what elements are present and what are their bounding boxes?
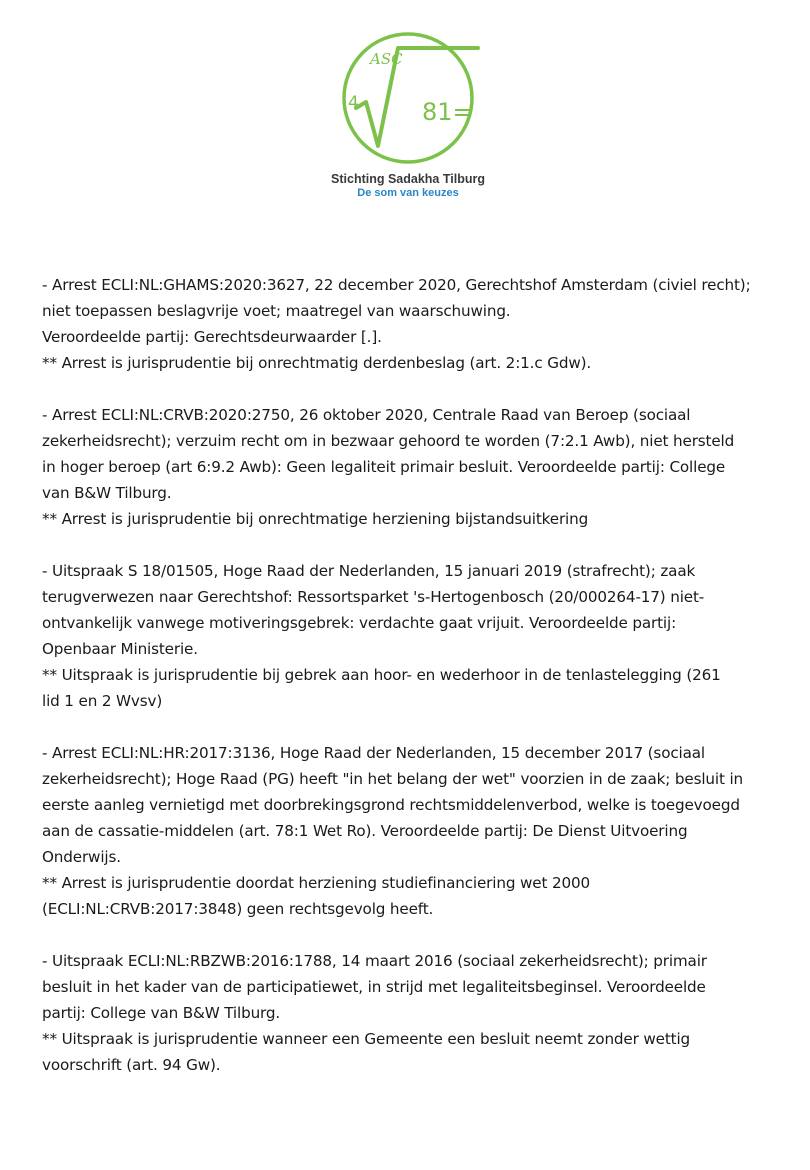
ruling-entry xyxy=(42,558,782,714)
ruling-entry xyxy=(42,272,782,376)
entry-line: voorschrift (art. 94 Gw). xyxy=(42,1056,221,1074)
logo-graphic xyxy=(318,24,498,174)
entry-line: ** Uitspraak is jurisprudentie wanneer een Gemeente een besluit neemt zonder wettig xyxy=(42,1030,691,1048)
entry-line: - Uitspraak S 18/01505, Hoge Raad der Nederlanden, 15 januari 2019 (strafrecht); zaak xyxy=(42,562,696,580)
entry-line: van B&W Tilburg. xyxy=(42,484,172,502)
entry-line: eerste aanleg vernietigd met doorbrekingsgrond rechtsmiddelenverbod, welke is toegevoegd xyxy=(42,796,740,814)
entry-line: terugverwezen naar Gerechtshof: Ressortsparket 's-Hertogenbosch (20/000264-17) niet- xyxy=(42,588,705,606)
entry-line: niet toepassen beslagvrije voet; maatregel van waarschuwing. xyxy=(42,302,511,320)
document-body xyxy=(42,272,782,1104)
logo-index: 4 xyxy=(348,93,359,113)
organization-name: Stichting Sadakha Tilburg xyxy=(331,172,485,186)
entry-line: Openbaar Ministerie. xyxy=(42,640,198,658)
entry-line: zekerheidsrecht); verzuim recht om in bezwaar gehoord te worden (7:2.1 Awb), niet hersteld xyxy=(42,432,735,450)
entry-line: ** Arrest is jurisprudentie bij onrechtmatig derdenbeslag (art. 2:1.c Gdw). xyxy=(42,354,592,372)
entry-line: - Uitspraak ECLI:NL:RBZWB:2016:1788, 14 maart 2016 (sociaal zekerheidsrecht); primair xyxy=(42,952,707,970)
entry-line: partij: College van B&W Tilburg. xyxy=(42,1004,281,1022)
entry-line: - Arrest ECLI:NL:CRVB:2020:2750, 26 oktober 2020, Centrale Raad van Beroep (sociaal xyxy=(42,406,691,424)
entry-line: ontvankelijk vanwege motiveringsgebrek: verdachte gaat vrijuit. Veroordeelde partij: xyxy=(42,614,677,632)
entry-line: in hoger beroep (art 6:9.2 Awb): Geen legaliteit primair besluit. Veroordeelde partij: College xyxy=(42,458,726,476)
entry-line: ** Uitspraak is jurisprudentie bij gebrek aan hoor- en wederhoor in de tenlastelegging (261 xyxy=(42,666,721,684)
entry-line: ** Arrest is jurisprudentie doordat herziening studiefinanciering wet 2000 xyxy=(42,874,590,892)
ruling-entry xyxy=(42,402,782,532)
entry-line: (ECLI:NL:CRVB:2017:3848) geen rechtsgevolg heeft. xyxy=(42,900,434,918)
entry-line: - Arrest ECLI:NL:GHAMS:2020:3627, 22 december 2020, Gerechtshof Amsterdam (civiel recht); xyxy=(42,276,751,294)
entry-line: besluit in het kader van de participatiewet, in strijd met legaliteitsbeginsel. Veroordeelde xyxy=(42,978,706,996)
entry-line: aan de cassatie-middelen (art. 78:1 Wet Ro). Veroordeelde partij: De Dienst Uitvoering xyxy=(42,822,688,840)
entry-line: zekerheidsrecht); Hoge Raad (PG) heeft "in het belang der wet" voorzien in de zaak; besluit in xyxy=(42,770,744,788)
entry-line: Onderwijs. xyxy=(42,848,121,866)
ruling-entry xyxy=(42,740,782,922)
entry-line: - Arrest ECLI:NL:HR:2017:3136, Hoge Raad der Nederlanden, 15 december 2017 (sociaal xyxy=(42,744,705,762)
logo-radicand: 81= xyxy=(422,98,473,126)
logo-letters: ASC xyxy=(370,50,403,68)
organization-logo xyxy=(318,24,498,204)
organization-tagline: De som van keuzes xyxy=(357,187,459,199)
ruling-entry xyxy=(42,948,782,1078)
entry-line: Veroordeelde partij: Gerechtsdeurwaarder [.]. xyxy=(42,328,382,346)
entry-line: lid 1 en 2 Wvsv) xyxy=(42,692,163,710)
entry-line: ** Arrest is jurisprudentie bij onrechtmatige herziening bijstandsuitkering xyxy=(42,510,589,528)
